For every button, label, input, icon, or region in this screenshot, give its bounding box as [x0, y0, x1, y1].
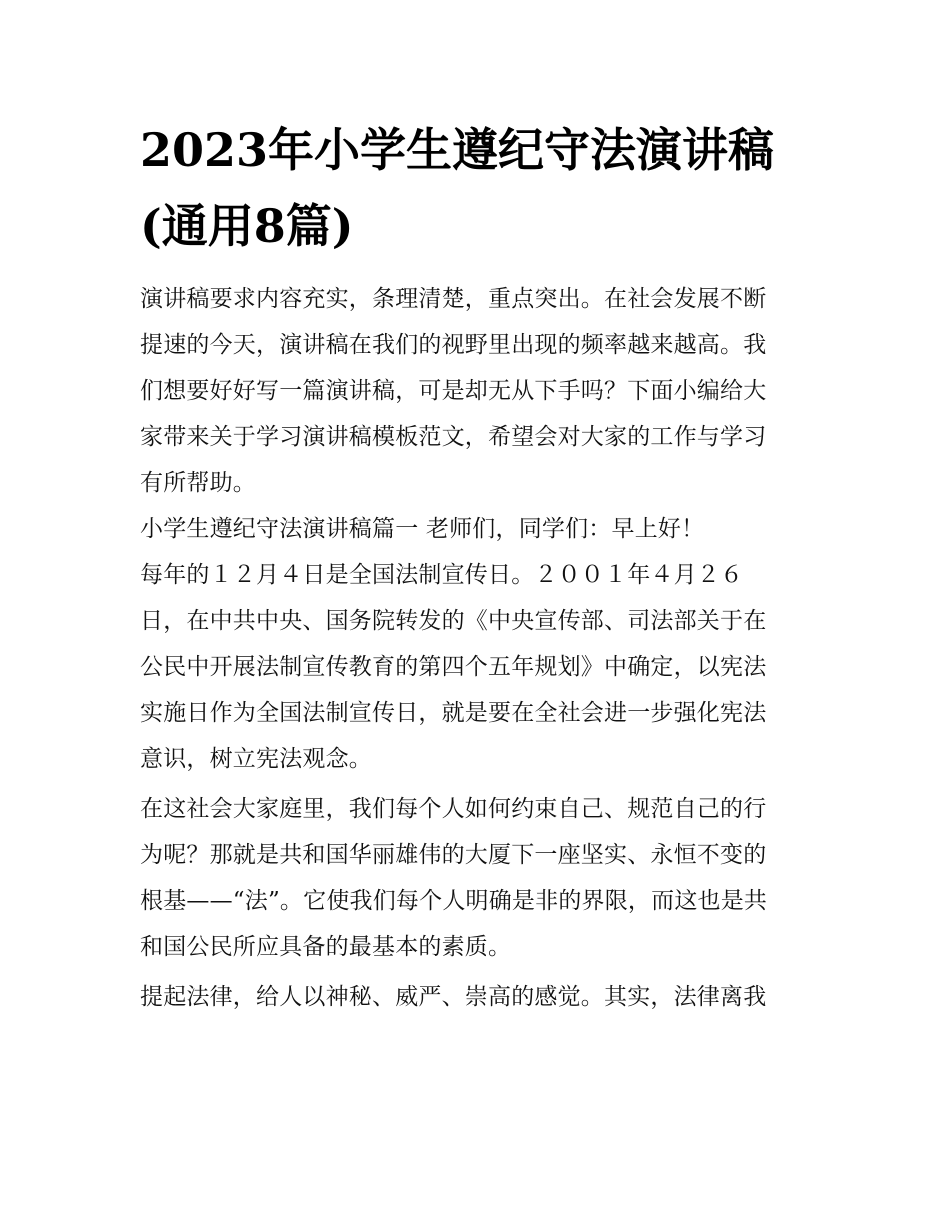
greeting-paragraph	[140, 506, 812, 552]
title-line: 2023年小学生遵纪守法演讲稿	[140, 123, 775, 177]
text-line: 公民中开展法制宣传教育的第四个五年规划》中确定，以宪法	[140, 654, 767, 680]
text-line: 日，在中共中央、国务院转发的《中央宣传部、司法部关于在	[140, 608, 767, 634]
text-line: 提速的今天，演讲稿在我们的视野里出现的频率越来越高。我	[140, 332, 767, 358]
text-line: 小学生遵纪守法演讲稿篇一 老师们，同学们：早上好！	[140, 516, 705, 542]
text-line: 意识，树立宪法观念。	[140, 746, 372, 772]
intro-paragraph	[140, 276, 812, 506]
text-line: 们想要好好写一篇演讲稿，可是却无从下手吗？下面小编给大	[140, 378, 767, 404]
text-line: 在这社会大家庭里，我们每个人如何约束自己、规范自己的行	[140, 796, 767, 822]
text-line: 提起法律，给人以神秘、威严、崇高的感觉。其实，法律离我	[140, 984, 767, 1010]
text-line: 实施日作为全国法制宣传日，就是要在全社会进一步强化宪法	[140, 700, 767, 726]
text-line: 演讲稿要求内容充实，条理清楚，重点突出。在社会发展不断	[140, 286, 767, 312]
title-line: (通用8篇)	[140, 199, 354, 253]
body-paragraph	[140, 552, 812, 782]
text-line: 根基——“法”。它使我们每个人明确是非的界限，而这也是共	[140, 888, 768, 914]
text-line: 为呢？那就是共和国华丽雄伟的大厦下一座坚实、永恒不变的	[140, 842, 767, 868]
text-line: 有所帮助。	[140, 470, 256, 496]
text-line: 家带来关于学习演讲稿模板范文，希望会对大家的工作与学习	[140, 424, 767, 450]
body-paragraph	[140, 974, 812, 1020]
document-title	[140, 112, 812, 264]
text-line: 和国公民所应具备的最基本的素质。	[140, 934, 512, 960]
body-paragraph	[140, 786, 812, 970]
document-body	[140, 112, 812, 1020]
text-line: 每年的１２月４日是全国法制宣传日。２００１年４月２６	[140, 562, 744, 588]
